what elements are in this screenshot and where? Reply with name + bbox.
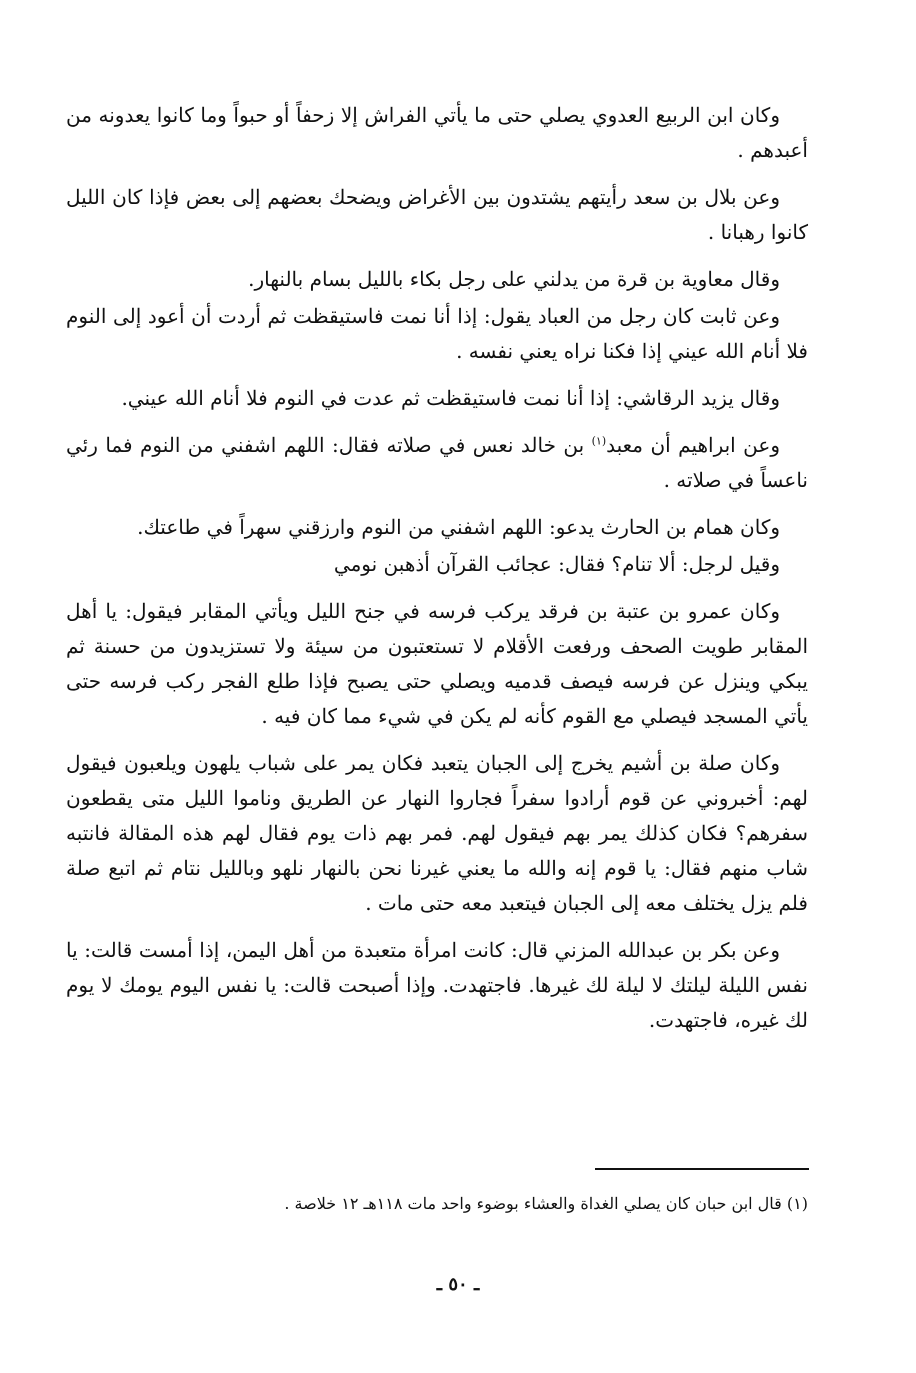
paragraph-6 <box>66 428 808 498</box>
paragraph-10: وكان صلة بن أشيم يخرج إلى الجبان يتعبد فكان يمر على شباب يلهون ويلعبون فيقول لهم: أخبروني عن قوم أرادوا سفراً فجاروا النهار عن الطريق وناموا الليل متى يقطعون سفرهم؟ فكان كذلك يمر بهم فيقول لهم. فمر بهم ذات يوم فقال لهم هذه المقالة فانتبه شاب منهم فقال: يا قوم إنه والله ما يعني غيرنا نحن بالنهار نلهو وبالليل نتام ثم اتبع صلة فلم يزل يختلف معه إلى الجبان فيتعبد معه حتى مات . <box>66 751 809 915</box>
paragraph-2: وعن بلال بن سعد رأيتهم يشتدون بين الأغراض ويضحك بعضهم إلى بعض فإذا كان الليل كانوا رهبانا . <box>66 185 808 244</box>
footnote-divider <box>595 1168 809 1170</box>
page-body <box>66 98 808 1050</box>
page-number: ـ ٥٠ ـ <box>436 1274 480 1295</box>
footnote: (١) قال ابن حبان كان يصلي الغداة والعشاء بوضوء واحد مات ١١٨هـ ١٢ خلاصة . <box>284 1194 808 1213</box>
paragraph-8: وقيل لرجل: ألا تنام؟ فقال: عجائب القرآن أذهبن نومي <box>333 552 780 576</box>
paragraph-5: وقال يزيد الرقاشي: إذا أنا نمت فاستيقظت ثم عدت في النوم فلا أنام الله عيني. <box>121 386 780 410</box>
footnote-reference: (١) <box>591 434 607 448</box>
paragraph-6-start: وعن ابراهيم أن معبد <box>606 433 780 457</box>
paragraph-6-end: بن خالد نعس في صلاته فقال: اللهم اشفني من النوم فما رئي ناعساً في صلاته . <box>66 433 808 492</box>
paragraph-11: وعن بكر بن عبدالله المزني قال: كانت امرأة متعبدة من أهل اليمن، إذا أمست قالت: يا نفس الليلة ليلتك لا ليلة لك غيرها. فاجتهدت. وإذا أصبحت قالت: يا نفس اليوم يومك لا يوم لك غيره، فاجتهدت. <box>66 938 808 1032</box>
paragraph-9: وكان عمرو بن عتبة بن فرقد يركب فرسه في جنح الليل ويأتي المقابر فيقول: يا أهل المقابر طويت الصحف ورفعت الأقلام لا تستعتبون من سيئة ولا تستزيدون من حسنة ثم يبكي وينزل عن فرسه فيصف قدميه ويصلي حتى يصبح فإذا طلع الفجر ركب فرسه حتى يأتي المسجد فيصلي مع القوم كأنه لم يكن في شيء مما كان فيه . <box>66 599 808 728</box>
paragraph-4: وعن ثابت كان رجل من العباد يقول: إذا أنا نمت فاستيقظت ثم أردت أن أعود إلى النوم فلا أنام الله عيني إذا فكنا نراه يعني نفسه . <box>66 304 808 363</box>
paragraph-7: وكان همام بن الحارث يدعو: اللهم اشفني من النوم وارزقني سهراً في طاعتك. <box>137 515 780 539</box>
paragraph-3: وقال معاوية بن قرة من يدلني على رجل بكاء بالليل بسام بالنهار. <box>248 267 780 291</box>
paragraph-1: وكان ابن الربيع العدوي يصلي حتى ما يأتي الفراش إلا زحفاً أو حبواً وما كانوا يعدونه من أعبدهم . <box>66 103 808 162</box>
